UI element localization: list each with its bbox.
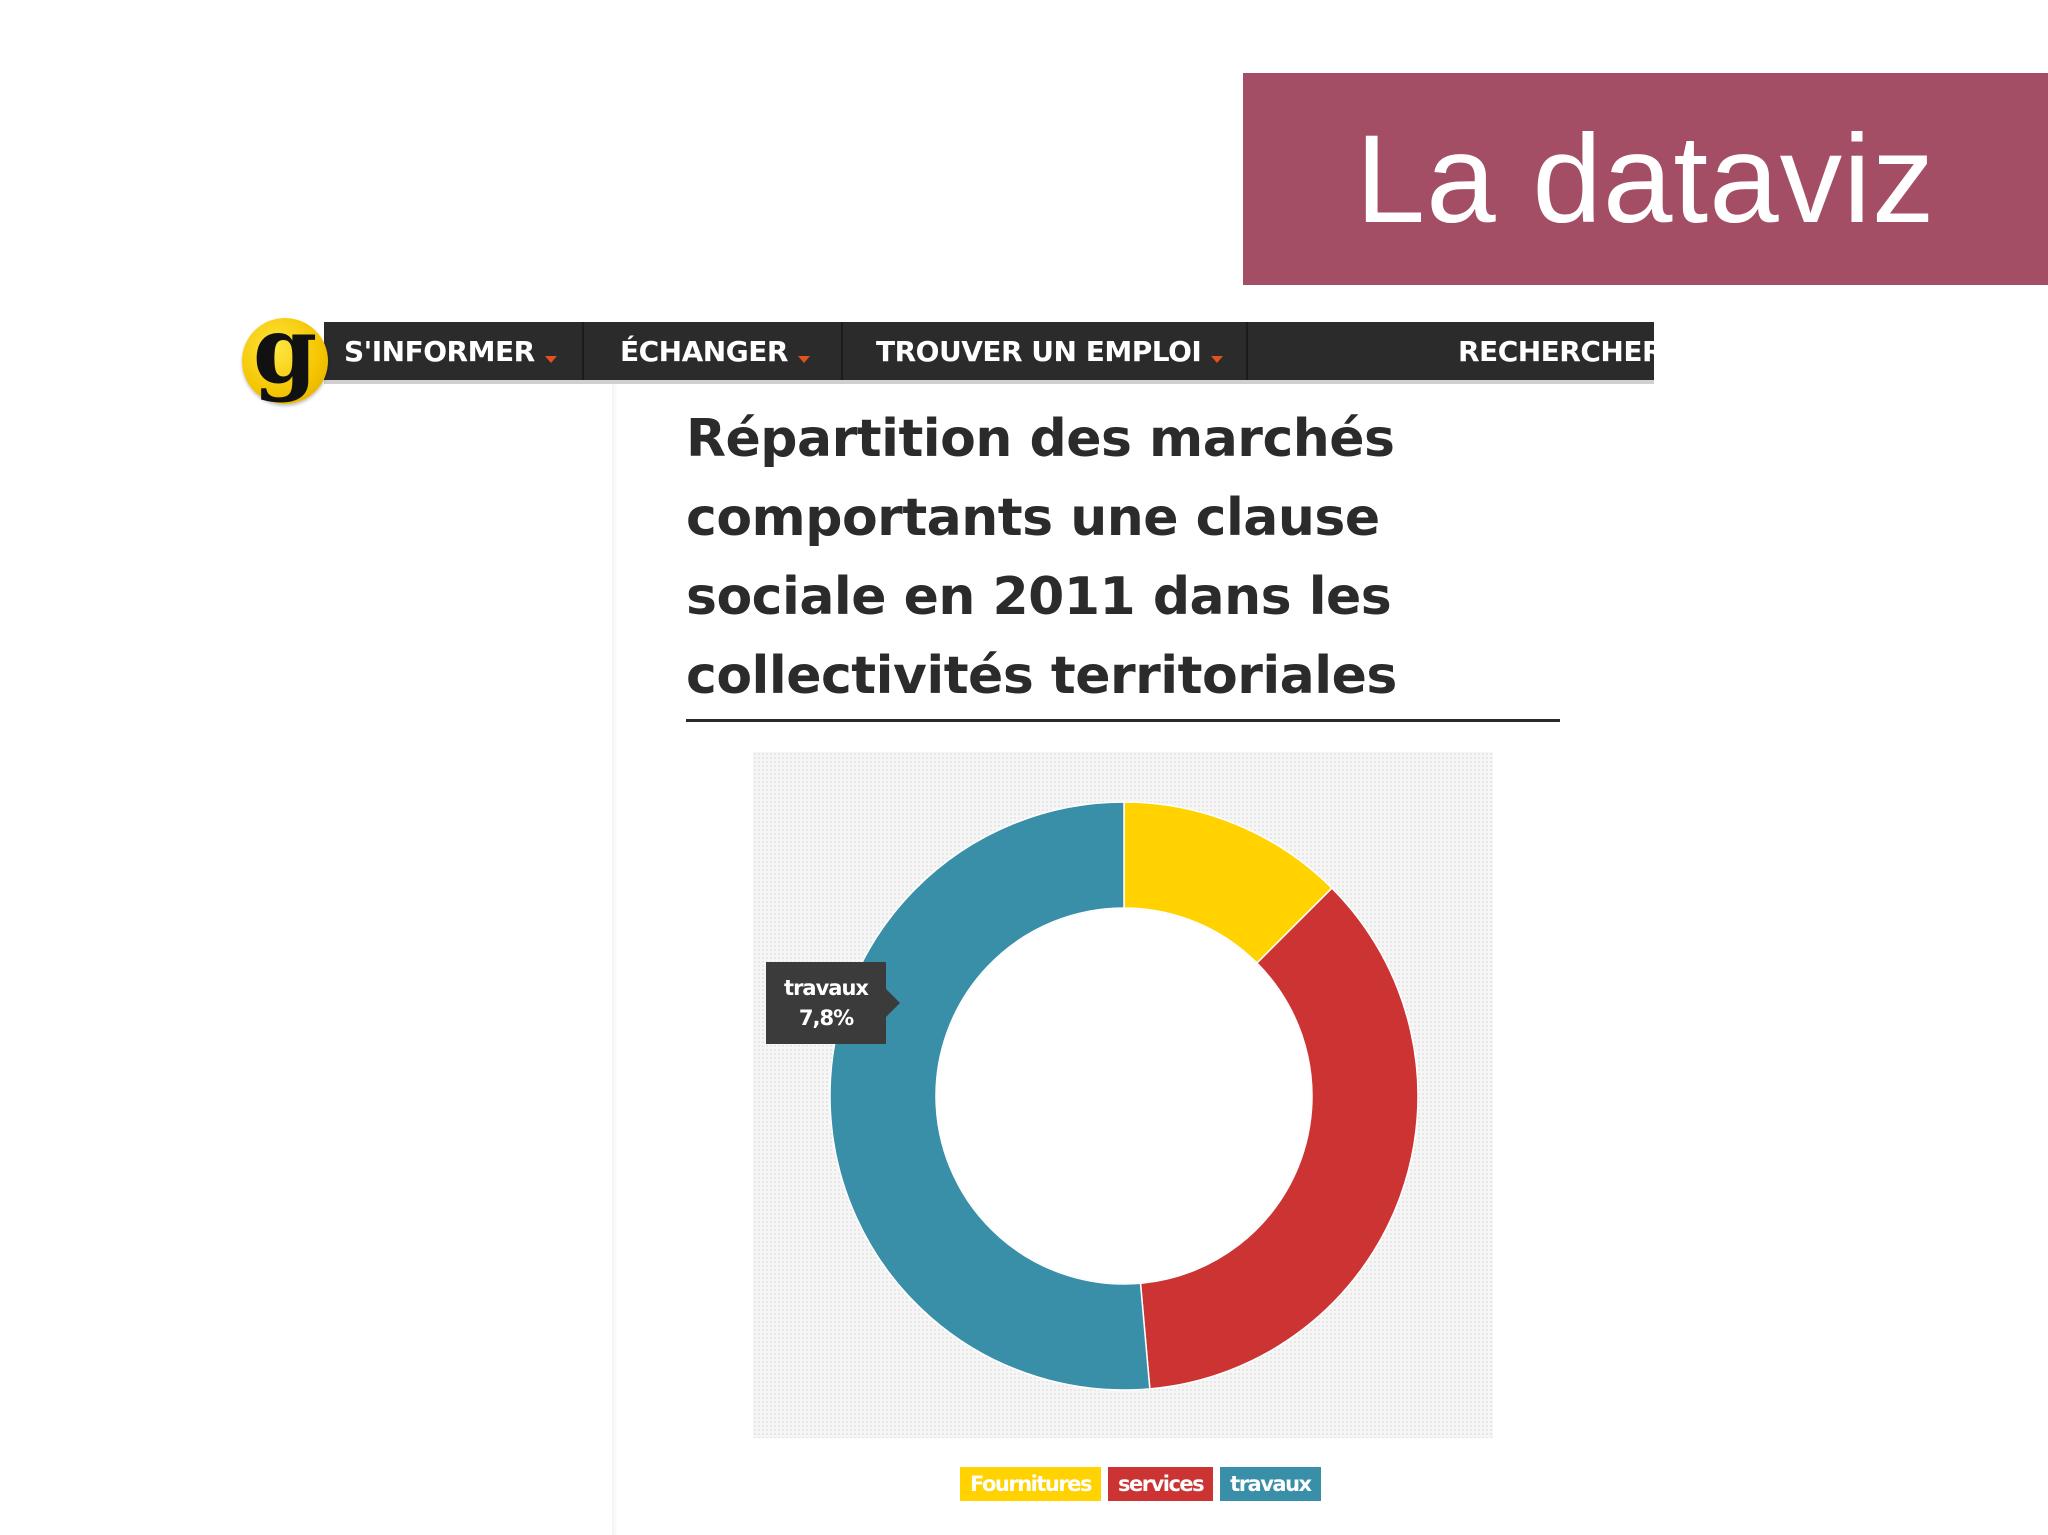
slide-title: La dataviz [1355,109,1936,249]
site-navbar [324,322,1664,384]
nav-item-label: TROUVER UN EMPLOI [876,334,1202,368]
article-title: Répartition des marchés comportants une clause sociale en 2011 dans les collectivités territoriales [686,409,1397,706]
nav-separator [582,322,584,380]
nav-item-trouver-un-emploi[interactable] [876,322,1223,380]
donut-hole [937,909,1311,1283]
tooltip-label: travaux [784,976,868,1000]
legend-item-travaux[interactable]: travaux [1220,1467,1320,1501]
nav-separator [1246,322,1248,380]
chart-tooltip [766,962,886,1044]
nav-item-sinformer[interactable] [344,322,557,380]
site-logo[interactable] [242,296,328,404]
caret-down-icon [545,356,557,363]
caret-down-icon [798,356,810,363]
caret-down-icon [1211,356,1223,363]
tooltip-value: 7,8% [798,1006,854,1030]
nav-item-label: RECHERCHER [1458,334,1664,368]
nav-item-echanger[interactable] [620,322,810,380]
legend-item-services[interactable]: services [1108,1467,1213,1501]
nav-item-rechercher[interactable] [1458,322,1663,380]
nav-separator [841,322,843,380]
legend-item-fournitures[interactable]: Fournitures [960,1467,1101,1501]
chart-legend [960,1467,1321,1501]
nav-item-label: S'INFORMER [344,334,535,368]
title-divider [686,719,1560,722]
donut-chart [753,752,1493,1438]
article-column-edge [612,384,618,1535]
slide-title-banner [1243,73,2048,285]
nav-item-label: ÉCHANGER [620,334,788,368]
logo-letter: g [252,296,318,404]
donut-chart-svg [753,752,1493,1438]
